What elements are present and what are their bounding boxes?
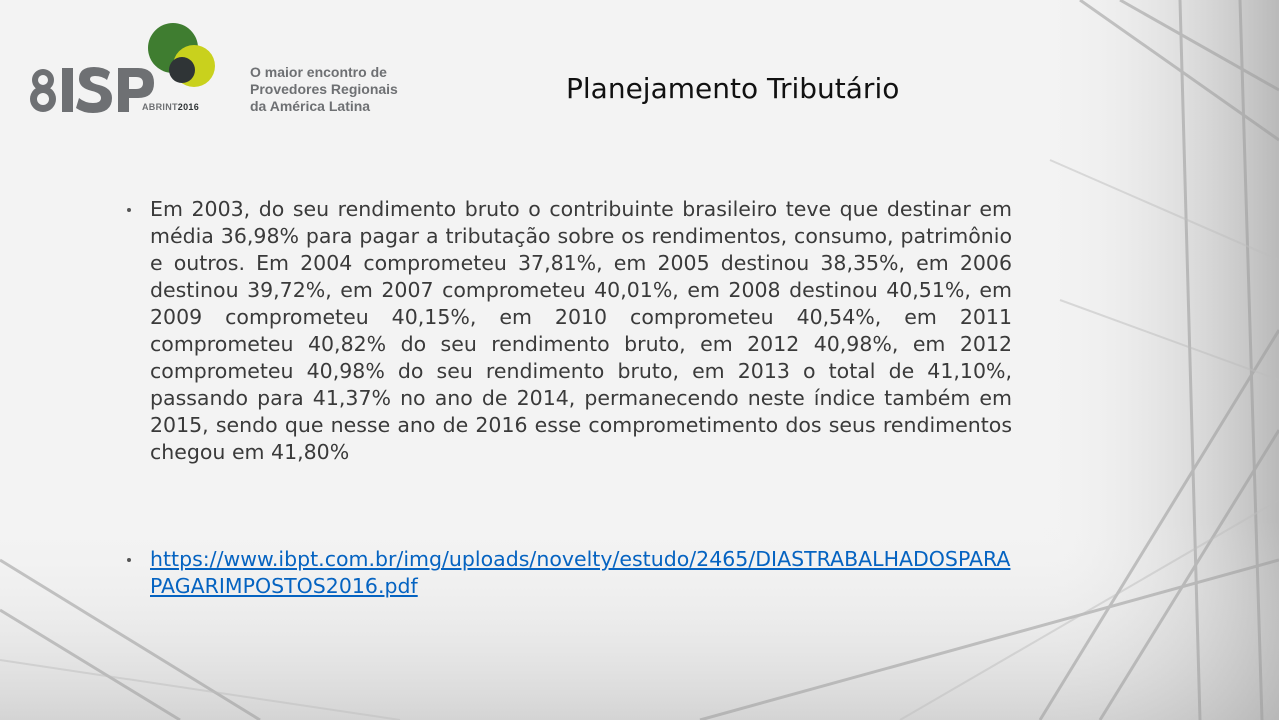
tagline-line: O maior encontro de xyxy=(250,64,387,80)
bullet-item xyxy=(122,196,1012,466)
svg-text:ABRINT2016: ABRINT2016 xyxy=(142,102,200,112)
tagline-line: Provedores Regionais xyxy=(250,81,398,97)
event-logo xyxy=(22,20,398,120)
bullet-icon xyxy=(127,208,131,212)
bullet-icon xyxy=(127,558,131,562)
slide-content xyxy=(122,196,1012,600)
slide-title: Planejamento Tributário xyxy=(566,72,900,105)
source-link[interactable]: https://www.ibpt.com.br/img/uploads/novelty/estudo/2465/DIASTRABALHADOSPARAPAGARIMPOSTOS2016.pdf xyxy=(150,547,1011,598)
bullet-item-link xyxy=(122,546,1012,600)
bullet-text: Em 2003, do seu rendimento bruto o contribuinte brasileiro teve que destinar em média 36,98% para pagar a tributação sobre os rendimentos, consumo, patrimônio e outros. Em 2004 comprometeu 37,81%, em 2005 destinou 38,35%, em 2006 destinou 39,72%, em 2007 comprometeu 40,01%, em 2008 destinou 40,51%, em 2009 comprometeu 40,15%, em 2010 comprometeu 40,54%, em 2011 comprometeu 40,82% do seu rendimento bruto, em 2012 40,98%, em 2012 comprometeu 40,98% do seu rendimento bruto, em 2013 o total de 41,10%, passando para 41,37% no ano de 2014, permanecendo neste índice também em 2015, sendo que nesse ano de 2016 esse comprometimento dos seus rendimentos chegou em 41,80% xyxy=(150,197,1012,464)
tagline-line: da América Latina xyxy=(250,98,371,114)
logo-tagline xyxy=(250,64,398,115)
